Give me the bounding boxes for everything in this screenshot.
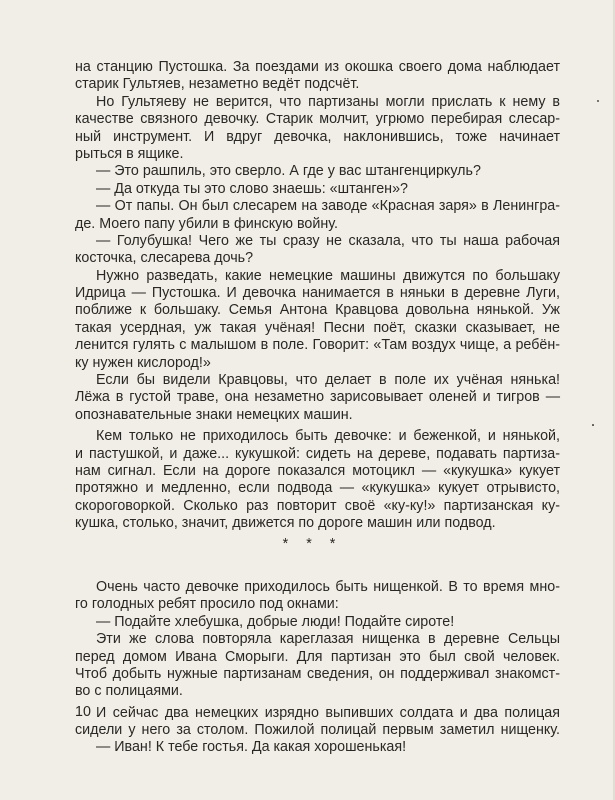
- text-line: скороговоркой. Сколько раз повторит своё «ку-ку!» партизанская ку-: [75, 497, 560, 514]
- text-line: Кем только не приходилось быть девочке: и беженкой, и нянькой,: [96, 428, 560, 445]
- text-line: де. Моего папу убили в финскую войну.: [75, 215, 338, 232]
- text-line: на станцию Пустошка. За поездами из окошка своего дома наблюдает: [75, 59, 560, 75]
- text-line: — Да откуда ты это слово знаешь: «штанген»?: [96, 180, 408, 197]
- text-line: опознавательные знаки немецких машин.: [75, 406, 353, 423]
- paper-speck: [597, 100, 599, 102]
- text-line: сидели у него за столом. Пожилой полицай первым заметил нищенку.: [75, 722, 560, 739]
- paper-speck: [592, 424, 594, 426]
- text-line: го голодных ребят просило под окнами:: [75, 596, 339, 613]
- body-text: [75, 59, 560, 757]
- section-divider: * * *: [282, 535, 343, 552]
- text-line: Эти же слова повторяла кареглазая нищенка в деревне Сельцы: [96, 631, 560, 648]
- text-line: косточка, слесарева дочь?: [75, 250, 254, 267]
- text-line: такая усердная, уж такая учёная! Песни поёт, сказки сказывает, не: [75, 319, 560, 336]
- text-line: Чтоб добыть нужные партизанам сведения, он поддерживал знакомст-: [75, 665, 560, 682]
- text-line: И сейчас два немецких изрядно выпивших солдата и два полицая: [96, 704, 560, 721]
- text-line: Но Гультяеву не верится, что партизаны могли прислать к нему в: [96, 93, 560, 110]
- text-line: — Подайте хлебушка, добрые люди! Подайте сироте!: [96, 613, 455, 630]
- text-line: и пастушкой, и даже... кукушкой: сидеть на дереве, подавать партиза-: [75, 445, 560, 462]
- page-number: 10: [75, 704, 91, 720]
- text-line: рыться в ящике.: [75, 145, 184, 162]
- text-line: Лёжа в густой траве, она незаметно зарисовывает оленей и тигров —: [75, 389, 560, 406]
- text-line: качестве связного девочку. Старик молчит, угрюмо перебирая слесар-: [75, 111, 560, 128]
- text-line: кушка, столько, значит, движется по дороге машин или подвод.: [75, 515, 496, 532]
- text-line: — Иван! К тебе гостья. Да какая хорошенькая!: [96, 739, 407, 756]
- text-line: старик Гультяев, незаметно ведёт подсчёт.: [75, 76, 360, 93]
- text-line: Очень часто девочке приходилось быть нищенкой. В то время мно-: [96, 578, 560, 595]
- text-line: протяжно и медленно, если подвода — «кукушка» кукует отрывисто,: [75, 480, 560, 497]
- text-line: поближе к большаку. Семья Антона Кравцова довольна нянькой. Уж: [75, 302, 560, 319]
- section-gap: [75, 553, 560, 579]
- text-line: Нужно разведать, какие немецкие машины движутся по большаку: [96, 267, 560, 284]
- text-line: — Голубушка! Чего же ты сразу не сказала, что ты наша рабочая: [96, 232, 560, 249]
- text-line: Идрица — Пустошка. И девочка нанимается в няньки в деревне Луги,: [75, 285, 560, 302]
- text-line: ленится гулять с малышом в поле. Говорит: «Там воздух чище, а ребён-: [75, 337, 560, 354]
- text-line: Если бы видели Кравцовы, что делает в поле их учёная нянька!: [96, 372, 560, 389]
- text-line: — От папы. Он был слесарем на заводе «Красная заря» в Ленингра-: [96, 198, 560, 215]
- text-line: нам сигнал. Если на дороге показался мотоцикл — «кукушка» кукует: [75, 462, 560, 479]
- text-line: во с полицаями.: [75, 683, 183, 700]
- text-line: — Это рашпиль, это сверло. А где у вас штангенциркуль?: [96, 163, 481, 180]
- text-line: ку нужен кислород!»: [75, 354, 211, 371]
- text-line: перед домом Ивана Сморыги. Для партизан это был свой человек.: [75, 648, 560, 665]
- text-line: ный инструмент. И вдруг девочка, наклонившись, тоже начинает: [75, 128, 560, 145]
